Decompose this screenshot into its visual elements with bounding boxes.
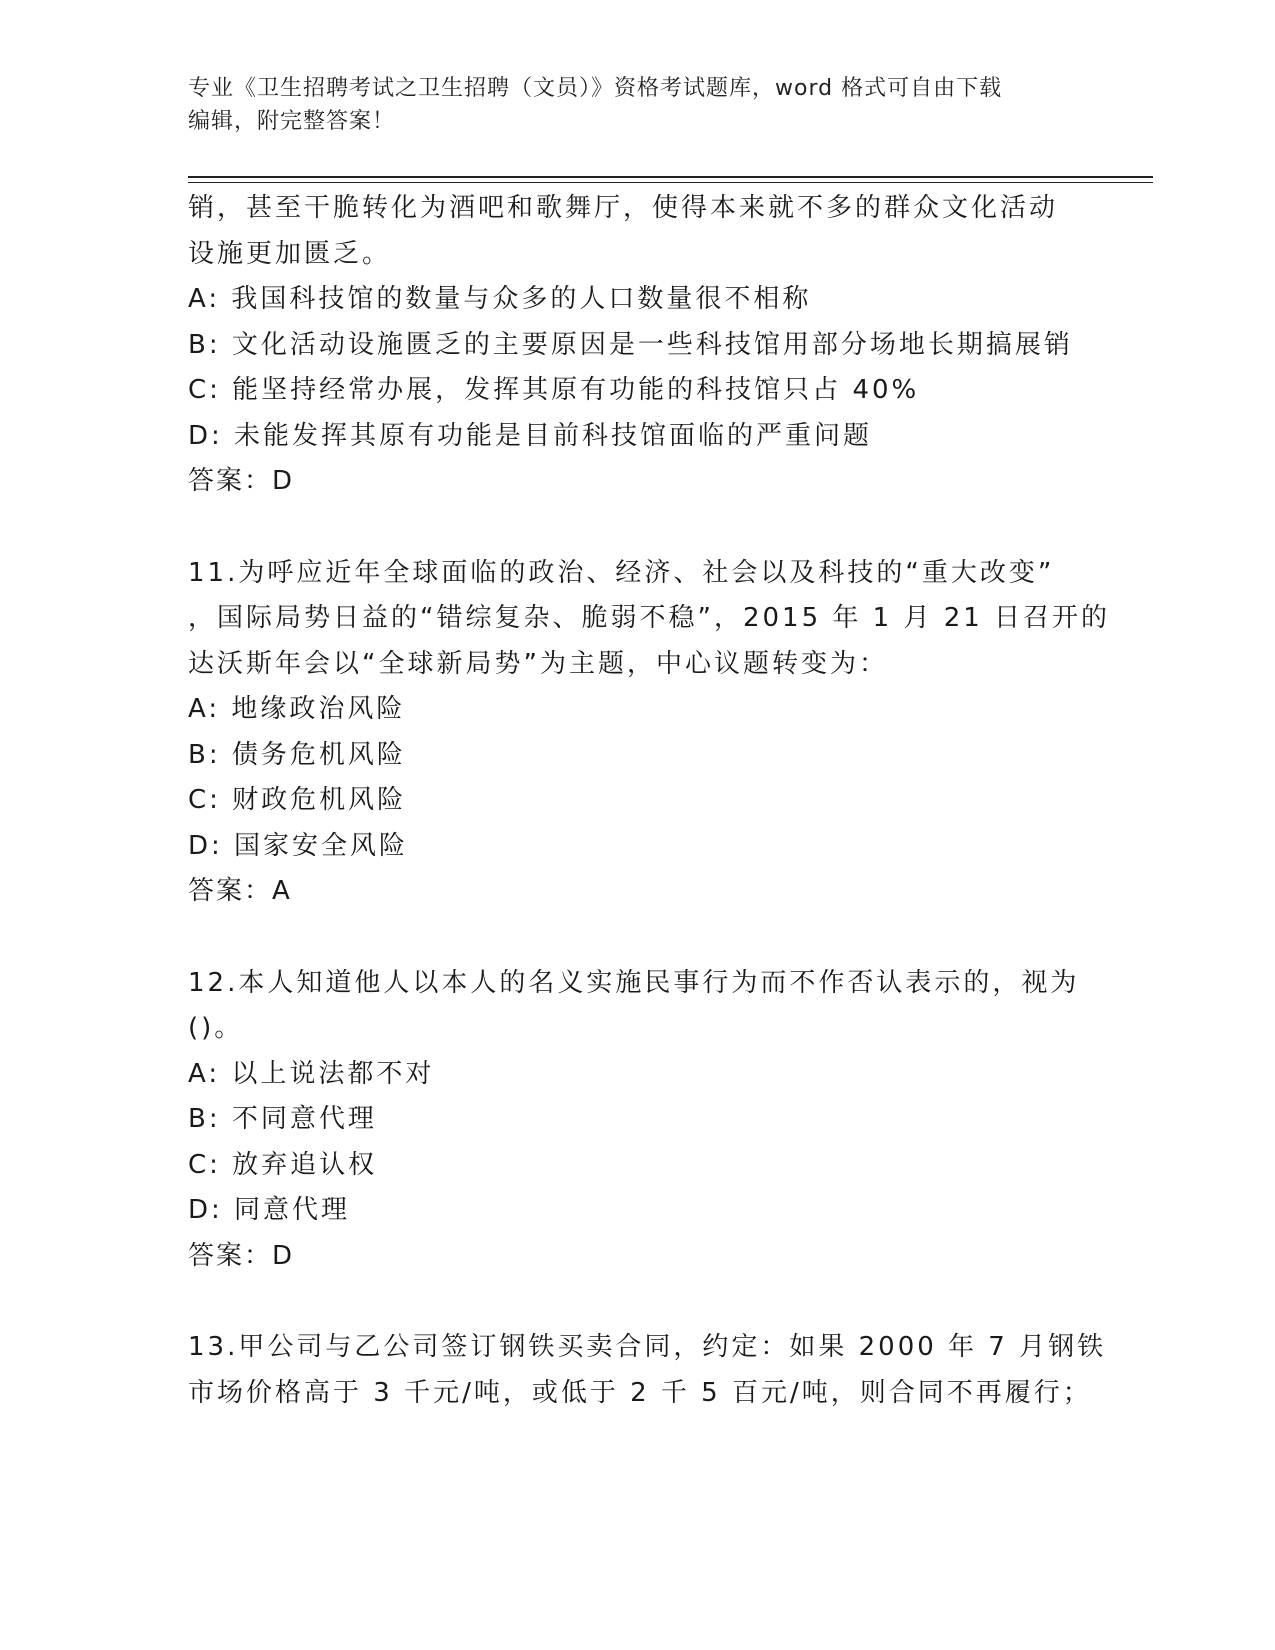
question-list: [188, 186, 1111, 1416]
option-d: D: 国家安全风险: [188, 830, 409, 861]
option-a: A: 地缘政治风险: [188, 694, 406, 724]
answer-line: 答案：D: [188, 1240, 295, 1271]
question-stem-line: ，国际局势日益的“错综复杂、脆弱不稳”，2015 年 1 月 21 日召开的: [188, 603, 1111, 633]
question-stem-line: 销，甚至干脆转化为酒吧和歌舞厅，使得本来就不多的群众文化活动: [188, 193, 1059, 223]
option-c: C: 财政危机风险: [188, 785, 407, 815]
option-a: A: 我国科技馆的数量与众多的人口数量很不相称: [188, 284, 812, 314]
spacer: [188, 1279, 1088, 1325]
answer-line: 答案：D: [188, 466, 295, 496]
option-b: B: 文化活动设施匮乏的主要原因是一些科技馆用部分场地长期搞展销: [188, 329, 1073, 360]
spacer: [188, 915, 1088, 961]
spacer: [188, 505, 1088, 551]
option-c: C: 放弃追认权: [188, 1149, 378, 1180]
header-divider-thin: [188, 182, 1153, 183]
option-b: B: 不同意代理: [188, 1104, 377, 1134]
question-13: [188, 1325, 1107, 1416]
answer-line: 答案：A: [188, 876, 292, 906]
question-stem-line: 11.为呼应近年全球面临的政治、经济、社会以及科技的“重大改变”: [188, 557, 1055, 588]
option-d: D: 同意代理: [188, 1195, 351, 1225]
header-line-2: 编辑，附完整答案！: [188, 109, 396, 134]
question-stem-line: ()。: [188, 1013, 244, 1043]
option-c: C: 能坚持经常办展，发挥其原有功能的科技馆只占 40%: [188, 375, 920, 405]
question-stem-line: 12.本人知道他人以本人的名义实施民事行为而不作否认表示的，视为: [188, 967, 1080, 998]
question-10: [188, 186, 1088, 505]
question-11: [188, 551, 1111, 915]
question-stem-line: 达沃斯年会以“全球新局势”为主题，中心议题转变为：: [188, 648, 888, 679]
header-divider-thick: [188, 176, 1153, 178]
document-header: [188, 72, 1088, 138]
question-stem-line: 13.甲公司与乙公司签订钢铁买卖合同，约定：如果 2000 年 7 月钢铁: [188, 1332, 1107, 1362]
option-b: B: 债务危机风险: [188, 739, 406, 770]
question-stem-line: 设施更加匮乏。: [188, 238, 392, 269]
option-d: D: 未能发挥其原有功能是目前科技馆面临的严重问题: [188, 420, 873, 451]
question-stem-line: 市场价格高于 3 千元/吨，或低于 2 千 5 百元/吨，则合同不再履行；: [188, 1377, 1092, 1408]
question-12: [188, 961, 1088, 1280]
option-a: A: 以上说法都不对: [188, 1058, 435, 1089]
header-line-1: 专业《卫生招聘考试之卫生招聘（文员）》资格考试题库，word 格式可自由下载: [188, 76, 1003, 101]
